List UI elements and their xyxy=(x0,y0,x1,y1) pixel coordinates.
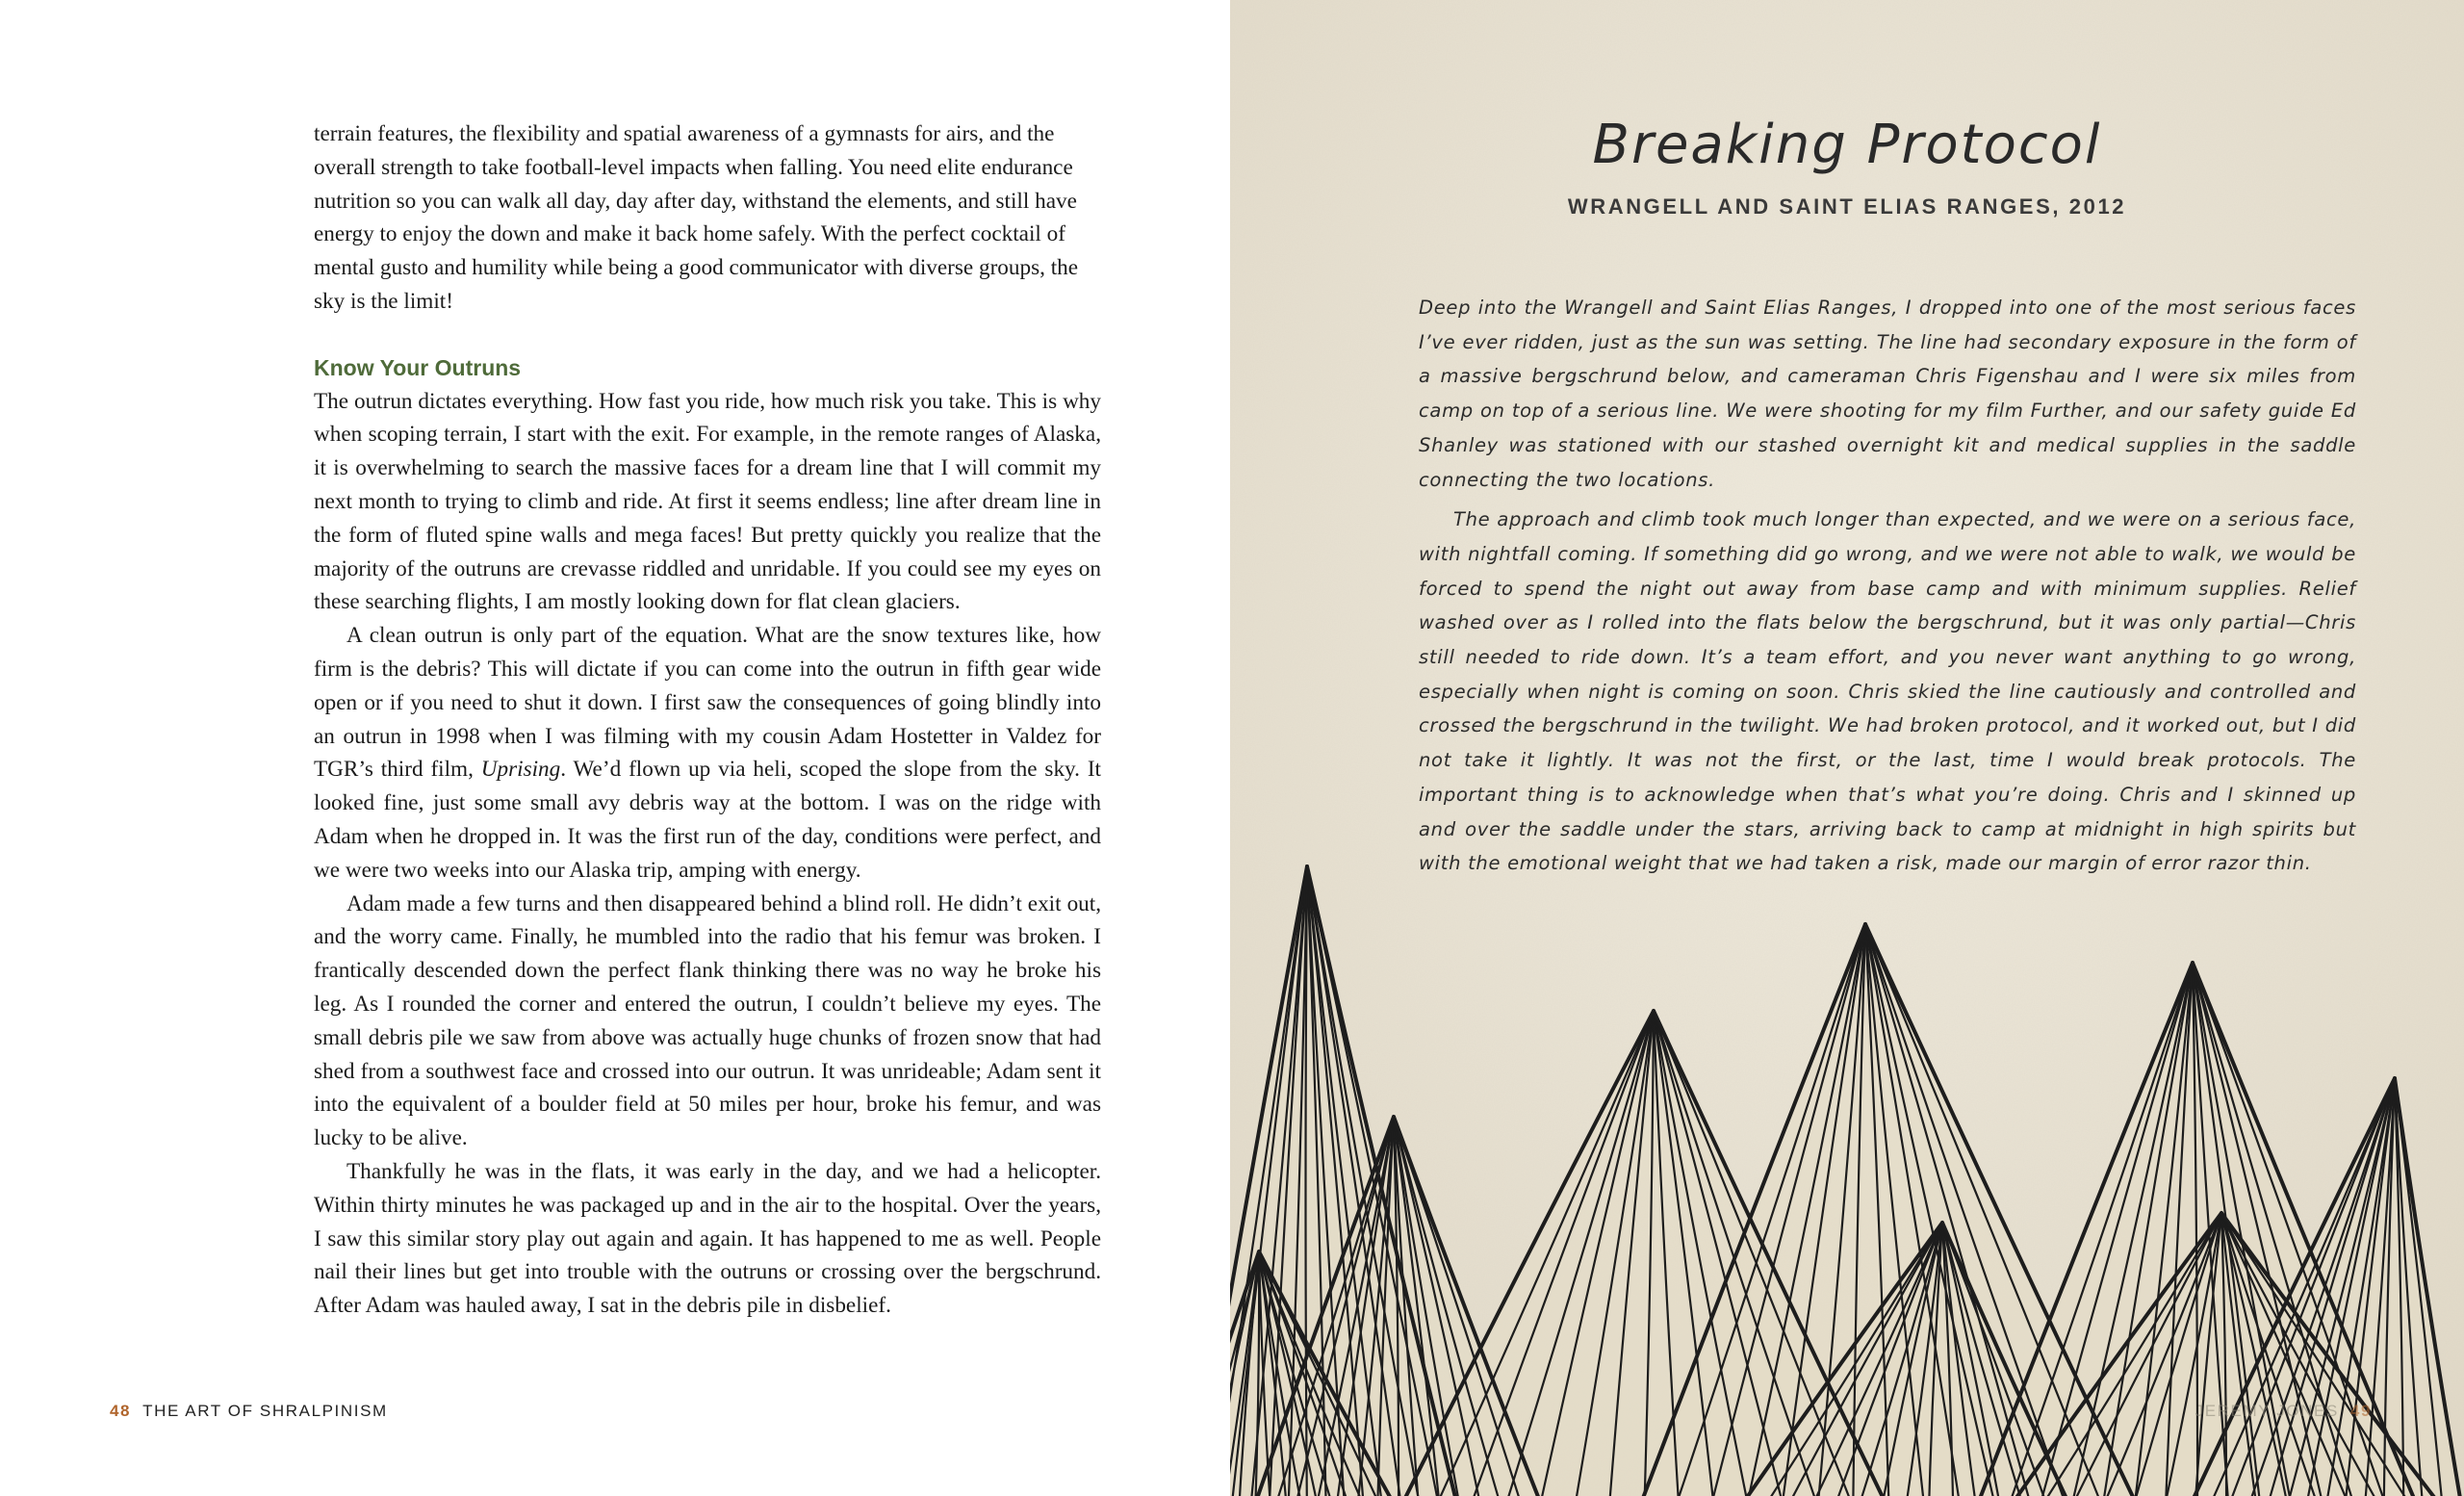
body-paragraph-2-part-b: . We’d flown up via heli, scoped the slope from the sky. It looked fine, just some small avy debris way at the bottom. I was on the ridge with Adam when he dropped in. It was the first run of the day, conditions were perfect, and we were two weeks into our Alaska trip, amping with energy. xyxy=(314,757,1101,883)
mountain-ink-illustration xyxy=(1230,828,2464,1496)
left-page-number: 48 xyxy=(110,1402,132,1420)
left-page xyxy=(0,0,1230,1496)
intro-paragraph: terrain features, the flexibility and spatial awareness of a gymnasts for airs, and the overall strength to take football-level impacts when falling. You need elite endurance nutrition so you can walk all day, day after day, withstand the elements, and still have energy to enjoy the down and make it back home safely. With the perfect cocktail of mental gusto and humility while being a good communicator with diverse groups, the sky is the limit! xyxy=(314,121,1079,314)
journal-title: Breaking Protocol xyxy=(1592,114,2102,176)
journal-paragraph-2: The approach and climb took much longer than expected, and we were on a serious face, with nightfall coming. If something did go wrong, and we were not able to walk, we would be forced to spend the night out away from base camp and with minimum supplies. Relief washed over as I rolled into the flats below the bergschrund, but it was only partial—Chris still needed to ride down. It’s a team effort, and you never want anything to go wrong, especially when night is coming on soon. Chris skied the line cautiously and controlled and crossed the bergschrund in the twilight. We had broken protocol, and it worked out, but I did not take it lightly. It was not the first, or the last, time I would break protocols. The important thing is to acknowledge when that’s what you’re doing. Chris and I skinned up and over the saddle under the stars, arriving back to camp at midnight in high spirits but with the emotional weight that we had taken a risk, made our margin of error razor thin. xyxy=(1419,508,2356,875)
body-paragraph-2-part-a: A clean outrun is only part of the equation. What are the snow textures like, how firm is the debris? This will dictate if you can come into the outrun in fifth gear wide open or if you need to shut it down. I first saw the consequences of going blindly into an outrun in 1998 when I was filming with my cousin Adam Hostetter in Valdez for TGR’s third film, xyxy=(314,623,1101,783)
body-paragraph-3: Adam made a few turns and then disappeared behind a blind roll. He didn’t exit out, and the worry came. Finally, he mumbled into the radio that his femur was broken. I frantically descended down the perfect flank thinking there was no way he broke his leg. As I rounded the corner and entered the outrun, I couldn’t believe my eyes. The small debris pile we saw from above was actually huge chunks of frozen snow that had shed from a southwest face and crossed into our outrun. It was unrideable; Adam sent it into the equivalent of a boulder field at 50 miles per hour, broke his femur, and was lucky to be alive. xyxy=(314,890,1101,1151)
body-paragraph-2 xyxy=(314,619,1101,887)
right-page xyxy=(1230,0,2464,1496)
book-title-running-foot: THE ART OF SHRALPINISM xyxy=(142,1402,388,1420)
right-page-number: 49 xyxy=(2349,1402,2372,1420)
section-heading: Know Your Outruns xyxy=(314,354,522,380)
body-paragraph-4: Thankfully he was in the flats, it was early in the day, and we had a helicopter. Within thirty minutes he was packaged up and in the air to the hospital. Over the years, I saw this similar story play out again and again. It has happened to me as well. People nail their lines but get into trouble with the outruns or crossing over the bergschrund. After Adam was hauled away, I sat in the debris pile in disbelief. xyxy=(314,1158,1101,1319)
journal-paragraph-1: Deep into the Wrangell and Saint Elias Ranges, I dropped into one of the most serious faces I’ve ever ridden, just as the sun was setting. The line had secondary exposure in the form of a massive bergschrund below, and cameraman Chris Figenshau and I were six miles from camp on top of a serious line. We were shooting for my film Further, and our safety guide Ed Shanley was stationed with our stashed overnight kit and medical supplies in the saddle connecting the two locations. xyxy=(1419,297,2356,491)
journal-subtitle: WRANGELL AND SAINT ELIAS RANGES, 2012 xyxy=(1567,194,2127,219)
body-paragraph-1: The outrun dictates everything. How fast you ride, how much risk you take. This is why when scoping terrain, I start with the exit. For example, in the remote ranges of Alaska, it is overwhelming to search the massive faces for a dream line that I will commit my next month to trying to climb and ride. At first it seems endless; line after dream line in the form of fluted spine walls and mega faces! But pretty quickly you realize that the majority of the outruns are crevasse riddled and unridable. If you could see my eyes on these searching flights, I am mostly looking down for flat clean glaciers. xyxy=(314,388,1101,615)
author-running-foot: JEREMY JONES xyxy=(2194,1402,2339,1420)
right-folio xyxy=(2195,1402,2372,1421)
journal-entry xyxy=(1419,291,2356,881)
film-title-italic: Uprising xyxy=(480,757,561,783)
left-text-column xyxy=(314,117,1101,1323)
left-folio xyxy=(110,1402,388,1421)
